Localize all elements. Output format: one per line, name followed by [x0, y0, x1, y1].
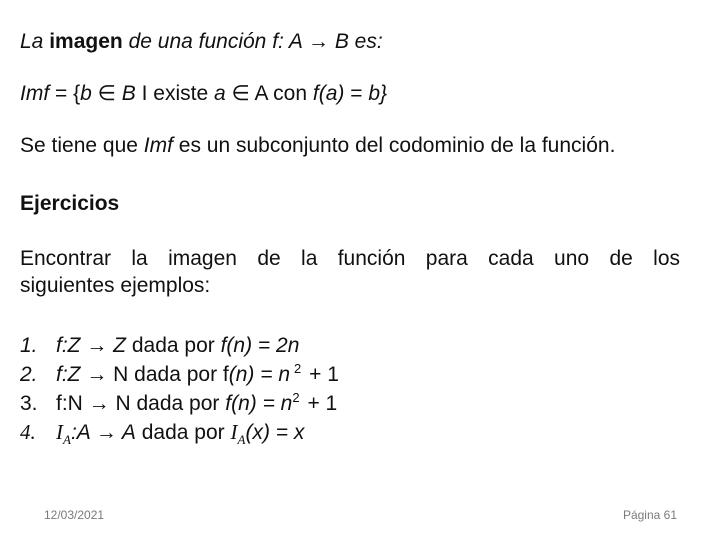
item-text: dada por — [126, 334, 221, 357]
exercises-heading: Ejercicios — [20, 192, 120, 215]
item-number: 1. — [20, 334, 38, 357]
word-la: La — [20, 30, 44, 53]
f-of-a: f(a) — [312, 82, 345, 105]
element-of: ∈ — [91, 82, 122, 105]
item-exponent: 2 — [294, 361, 302, 376]
image-set-definition — [20, 82, 387, 106]
item-rule: f(n) = 2n — [220, 334, 300, 357]
exercise-list — [20, 331, 339, 447]
footer-page-number: Página 61 — [622, 508, 677, 522]
imf-symbol-2: Imf — [143, 134, 173, 157]
footer-date: 12/03/2021 — [44, 508, 105, 522]
word-imagen: imagen — [49, 30, 123, 53]
intro-line-1: Encontrar la imagen de la función para cada uno de los — [20, 247, 680, 270]
item-number: 4. — [20, 420, 36, 444]
item-number: 3. — [20, 392, 38, 415]
item-exponent: 2 — [292, 390, 300, 405]
imf-symbol: Imf — [20, 82, 50, 105]
exercise-item-4 — [20, 418, 339, 447]
item-map: f:N → N dada por — [56, 392, 226, 415]
exercise-item-3 — [20, 389, 339, 418]
exercises-intro — [20, 245, 680, 299]
var-b-close: b} — [368, 82, 388, 105]
identity-subscript: A — [237, 432, 246, 448]
identity-subscript: A — [63, 432, 71, 448]
subset-post: es un subconjunto del codominio de la función. — [172, 134, 616, 157]
intro-line-2: siguientes ejemplos: — [20, 274, 211, 297]
item-rule: (x) = x — [245, 421, 305, 444]
var-b: b — [80, 82, 92, 105]
definition-title-rest: de una función f: A → B es: — [128, 30, 383, 53]
item-map: :A → A — [70, 421, 136, 444]
exercise-item-2 — [20, 360, 339, 389]
identity-letter: I — [230, 420, 238, 444]
item-tail: + 1 — [301, 392, 338, 415]
subset-pre: Se tiene que — [20, 134, 144, 157]
item-map: f:Z — [56, 363, 81, 386]
item-number: 2. — [20, 363, 38, 386]
item-text: → N dada por f — [80, 363, 229, 386]
condition-text: I existe — [135, 82, 214, 105]
definition-title — [20, 30, 383, 54]
item-rule: (n) = n — [228, 363, 291, 386]
equals: = — [344, 82, 369, 105]
identity-letter: I — [56, 420, 63, 444]
item-tail: + 1 — [303, 363, 339, 386]
item-map: f:Z → Z — [56, 334, 126, 357]
var-a: a — [214, 82, 226, 105]
condition-text-2: ∈ A con — [225, 82, 313, 105]
identity-symbol — [56, 420, 71, 448]
exercise-item-1 — [20, 331, 339, 360]
set-open: = { — [49, 82, 81, 105]
item-text: dada por — [135, 421, 231, 444]
identity-symbol-2 — [230, 420, 246, 448]
subset-statement — [20, 134, 615, 158]
item-rule: f(n) = n — [225, 392, 293, 415]
set-B: B — [121, 82, 136, 105]
